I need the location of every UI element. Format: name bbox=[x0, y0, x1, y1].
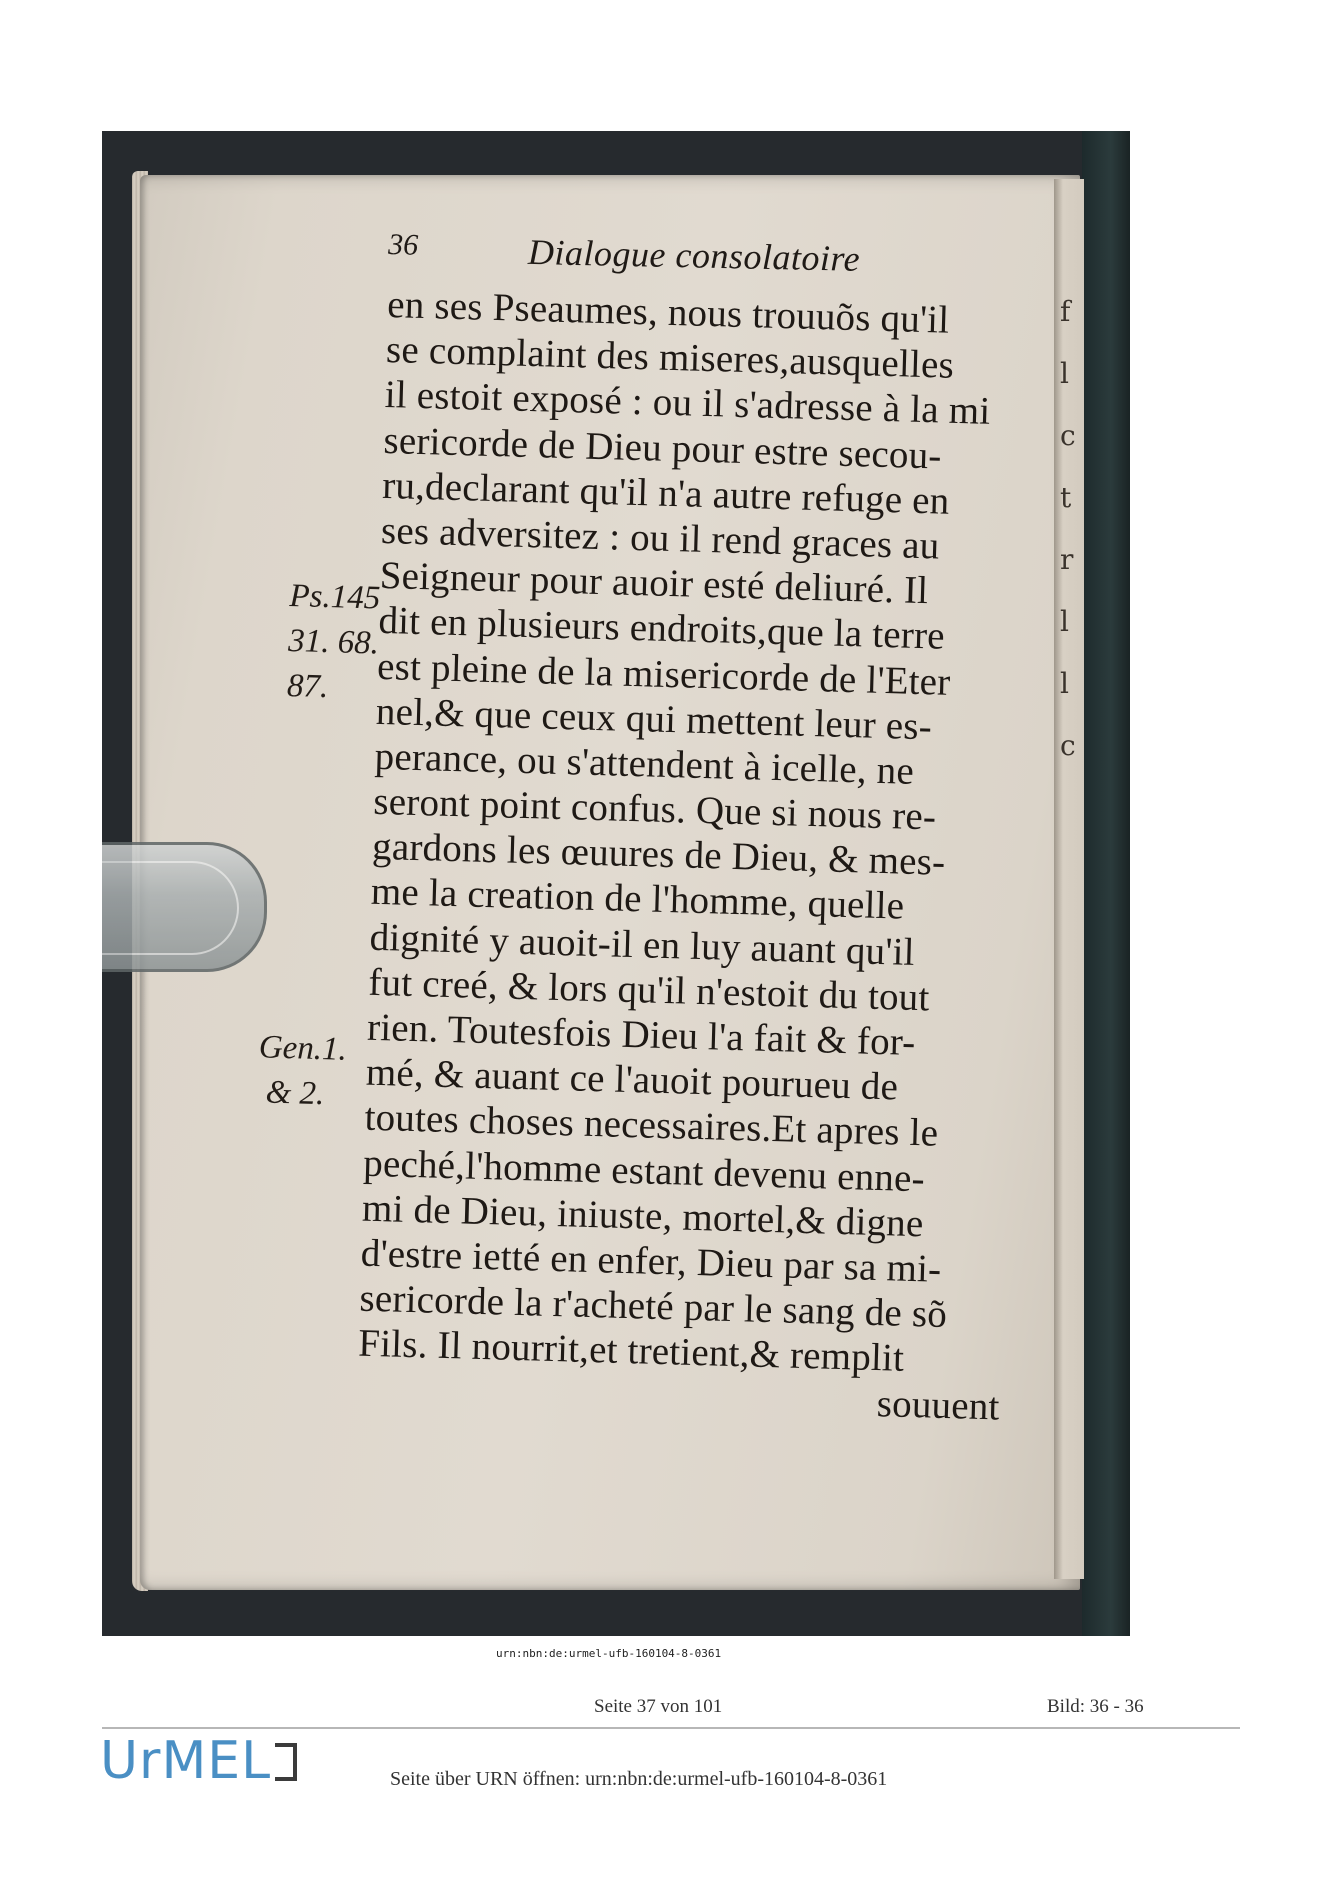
text-line: me la creation de l'homme, quelle bbox=[370, 870, 905, 929]
margin-note: Ps.145 bbox=[288, 578, 381, 617]
open-urn-link[interactable]: Seite über URN öffnen: urn:nbn:de:urmel-ufb-160104-8-0361 bbox=[390, 1768, 888, 1790]
text-line: il estoit exposé : ou il s'adresse à la mi bbox=[384, 373, 991, 434]
text-line: d'estre ietté en enfer, Dieu par sa mi- bbox=[360, 1231, 942, 1291]
page-body-text bbox=[356, 282, 1087, 1431]
margin-note: 87. bbox=[286, 667, 329, 706]
text-line: se complaint des miseres,ausquelles bbox=[385, 328, 955, 388]
margin-note: & 2. bbox=[265, 1074, 325, 1113]
book-page-number: 36 bbox=[387, 228, 419, 262]
text-line: dit en plusieurs endroits,que la terre bbox=[377, 599, 946, 658]
text-line: ru,declarant qu'il n'a autre refuge en bbox=[381, 463, 951, 523]
text-line: gardons les œuures de Dieu, & mes- bbox=[371, 825, 946, 885]
logo-text: UrMEL bbox=[100, 1731, 272, 1791]
pdf-page-count: Seite 37 von 101 bbox=[594, 1696, 723, 1717]
text-line: toutes choses necessaires.Et apres le bbox=[364, 1096, 939, 1156]
image-number: Bild: 36 - 36 bbox=[1047, 1696, 1144, 1717]
text-line: perance, ou s'attendent à icelle, ne bbox=[374, 734, 915, 793]
text-line: sericorde la r'acheté par le sang de sõ bbox=[359, 1276, 948, 1337]
text-line: Fils. Il nourrit,et tretient,& remplit bbox=[357, 1321, 905, 1381]
urn-caption: urn:nbn:de:urmel-ufb-160104-8-0361 bbox=[496, 1647, 722, 1660]
text-line: ses adversitez : ou il rend graces au bbox=[380, 508, 941, 568]
book-cover-edge bbox=[1082, 131, 1130, 1636]
margin-note: 31. 68. bbox=[287, 622, 380, 662]
catchword: souuent bbox=[876, 1381, 1001, 1429]
logo-bracket-icon bbox=[275, 1743, 297, 1781]
text-line: sericorde de Dieu pour estre secou- bbox=[382, 418, 943, 478]
text-line: est pleine de la misericorde de l'Eter bbox=[376, 644, 952, 704]
text-line: mi de Dieu, iniuste, mortel,& digne bbox=[361, 1186, 925, 1246]
text-line: Seigneur pour auoir esté deliuré. Il bbox=[379, 554, 929, 613]
next-page-glyphs: f l c t r l l c bbox=[1060, 295, 1076, 762]
text-line: nel,& que ceux qui mettent leur es- bbox=[375, 689, 933, 749]
text-line: en ses Pseaumes, nous trouuõs qu'il bbox=[386, 282, 950, 342]
plastic-page-clip bbox=[102, 842, 267, 972]
text-line: seront point confus. Que si nous re- bbox=[372, 779, 937, 839]
text-line: mé, & auant ce l'auoit pourueu de bbox=[365, 1050, 899, 1109]
text-line: rien. Toutesfois Dieu l'a fait & for- bbox=[366, 1005, 917, 1065]
urmel-logo[interactable] bbox=[100, 1729, 297, 1793]
text-line: fut creé, & lors qu'il n'estoit du tout bbox=[367, 960, 931, 1020]
running-head-title: Dialogue consolatoire bbox=[527, 231, 861, 279]
text-line: dignité y auoit-il en luy auant qu'il bbox=[369, 915, 916, 974]
text-line: peché,l'homme estant devenu enne- bbox=[362, 1141, 926, 1200]
margin-note: Gen.1. bbox=[258, 1029, 348, 1068]
